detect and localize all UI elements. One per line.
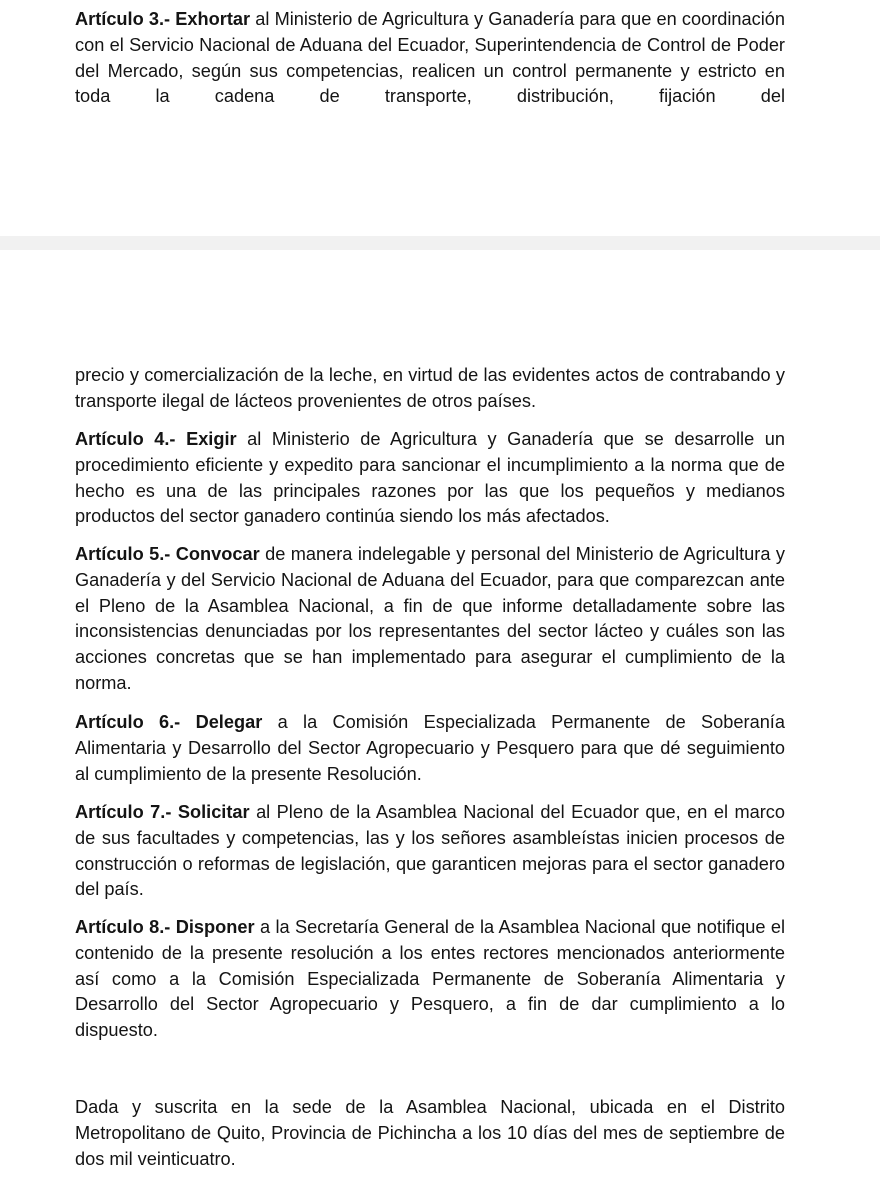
article-5-text: de manera indelegable y personal del Ministerio de Agricultura y Ganadería y del Servicio Nacional de Aduana del Ecuador, para que comparezcan ante el Pleno de la Asamblea Nacional, a fin de que informe detalladamente sobre las inconsistencias denunciadas por los representantes del sector lácteo y cuáles son las acciones concretas que se han implementado para asegurar el cumplimiento de la norma. <box>75 544 785 693</box>
article-4-verb: Exigir <box>186 429 237 449</box>
article-8-label: Artículo 8.- <box>75 917 171 937</box>
closing-paragraph: Dada y suscrita en la sede de la Asamblea Nacional, ubicada en el Distrito Metropolitano de Quito, Provincia de Pichincha a los 10 días del mes de septiembre de dos mil veinticuatro. <box>75 1097 785 1169</box>
article-6-text: a la Comisión Especializada Permanente de Soberanía Alimentaria y Desarrollo del Sector Agropecuario y Pesquero para que dé seguimiento al cumplimiento de la presente Resolución. <box>75 712 785 784</box>
page-bottom-section <box>0 250 880 1200</box>
page-top-section <box>0 0 880 236</box>
article-7-label: Artículo 7.- <box>75 802 172 822</box>
article-8-text: a la Secretaría General de la Asamblea Nacional que notifique el contenido de la presente resolución a los entes rectores mencionados anteriormente así como a la Comisión Especializada Permanente de Soberanía Alimentaria y Desarrollo del Sector Agropecuario y Pesquero, a fin de dar cumplimiento a lo dispuesto. <box>75 917 785 1041</box>
article-7-paragraph <box>75 800 785 903</box>
article-5-verb: Convocar <box>175 544 260 564</box>
article-4-paragraph <box>75 427 785 530</box>
article-3-verb: Exhortar <box>175 9 251 29</box>
article-4-text: al Ministerio de Agricultura y Ganadería que se desarrolle un procedimiento eficiente y expedito para sancionar el incumplimiento a la norma que de hecho es una de las principales razones por las que los pequeños y medianos productos del sector ganadero continúa siendo los más afectados. <box>75 429 785 527</box>
article-5-label: Artículo 5.- <box>75 544 171 564</box>
article-4-label: Artículo 4.- <box>75 429 176 449</box>
article-6-verb: Delegar <box>195 712 263 732</box>
article-8-verb: Disponer <box>175 917 255 937</box>
article-8-paragraph <box>75 915 785 1044</box>
article-3-label: Artículo 3.- <box>75 9 171 29</box>
article-7-text: al Pleno de la Asamblea Nacional del Ecuador que, en el marco de sus facultades y competencias, las y los señores asambleístas inicien procesos de construcción o reformas de legislación, que garanticen mejoras para el sector ganadero del país. <box>75 802 785 900</box>
article-3-continuation: precio y comercialización de la leche, en virtud de las evidentes actos de contrabando y transporte ilegal de lácteos provenientes de otros países. <box>75 365 785 411</box>
article-3-paragraph <box>75 7 785 110</box>
article-5-paragraph <box>75 542 785 697</box>
article-3-text: al Ministerio de Agricultura y Ganadería para que en coordinación con el Servicio Nacional de Aduana del Ecuador, Superintendencia de Control de Poder del Mercado, según sus competencias, realicen un control permanente y estricto en toda la cadena de transporte, distribución, fijación del <box>75 9 785 107</box>
page-break-band <box>0 236 880 250</box>
article-6-paragraph <box>75 710 785 787</box>
article-6-label: Artículo 6.- <box>75 712 181 732</box>
article-7-verb: Solicitar <box>177 802 250 822</box>
